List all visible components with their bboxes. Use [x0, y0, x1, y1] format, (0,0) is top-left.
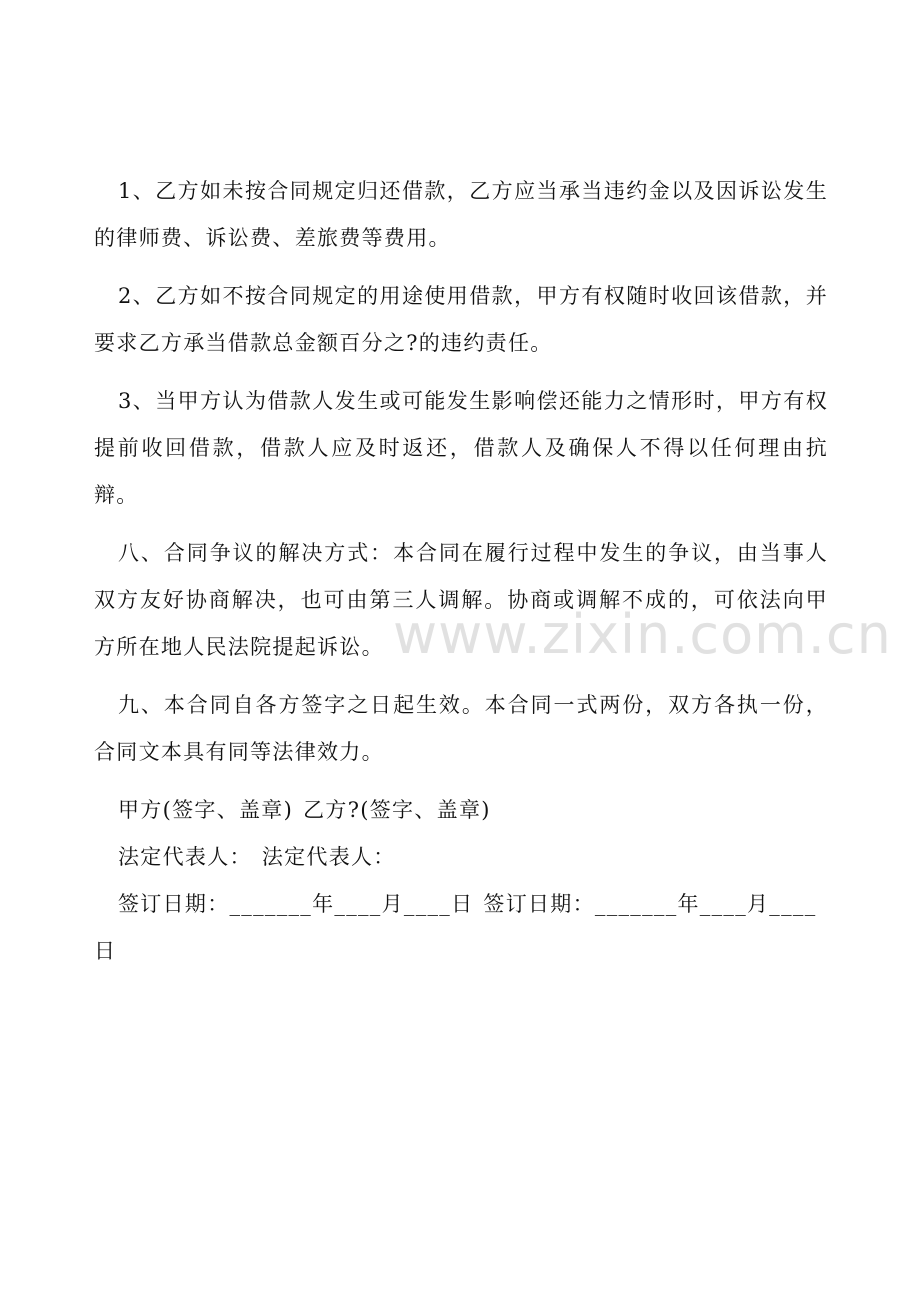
signature-parties-line	[94, 787, 828, 834]
signature-block	[94, 787, 828, 975]
document-body	[94, 168, 828, 986]
party-a-legal-rep-label: 法定代表人：	[118, 845, 252, 869]
clause-dispute-resolution: 八、合同争议的解决方式：本合同在履行过程中发生的争议，由当事人双方友好协商解决，也可由第三人调解。协商或调解不成的，可依法向甲方所在地人民法院提起诉讼。	[94, 541, 828, 659]
clause-effectiveness: 九、本合同自各方签字之日起生效。本合同一式两份，双方各执一份，合同文本具有同等法律效力。	[94, 693, 828, 764]
party-b-signature-label: 乙方?(签字、盖章)	[303, 798, 491, 822]
site-watermark: www.zixin.com.cn	[393, 603, 892, 666]
signing-date-line	[94, 881, 828, 975]
clause-3: 3、当甲方认为借款人发生或可能发生影响偿还能力之情形时，甲方有权提前收回借款，借款人应及时返还，借款人及确保人不得以任何理由抗辩。	[94, 389, 828, 507]
party-b-signing-date: 签订日期：_______年____月____日	[94, 892, 817, 963]
clause-1: 1、乙方如未按合同规定归还借款，乙方应当承当违约金以及因诉讼发生的律师费、诉讼费、差旅费等费用。	[94, 179, 828, 250]
party-a-signature-label: 甲方(签字、盖章)	[118, 798, 294, 822]
party-b-legal-rep-label: 法定代表人：	[261, 845, 396, 869]
legal-representative-line	[94, 834, 828, 881]
party-a-signing-date: 签订日期：_______年____月____日	[118, 892, 474, 916]
clause-2: 2、乙方如不按合同规定的用途使用借款，甲方有权随时收回该借款，并要求乙方承当借款总金额百分之?的违约责任。	[94, 284, 828, 355]
